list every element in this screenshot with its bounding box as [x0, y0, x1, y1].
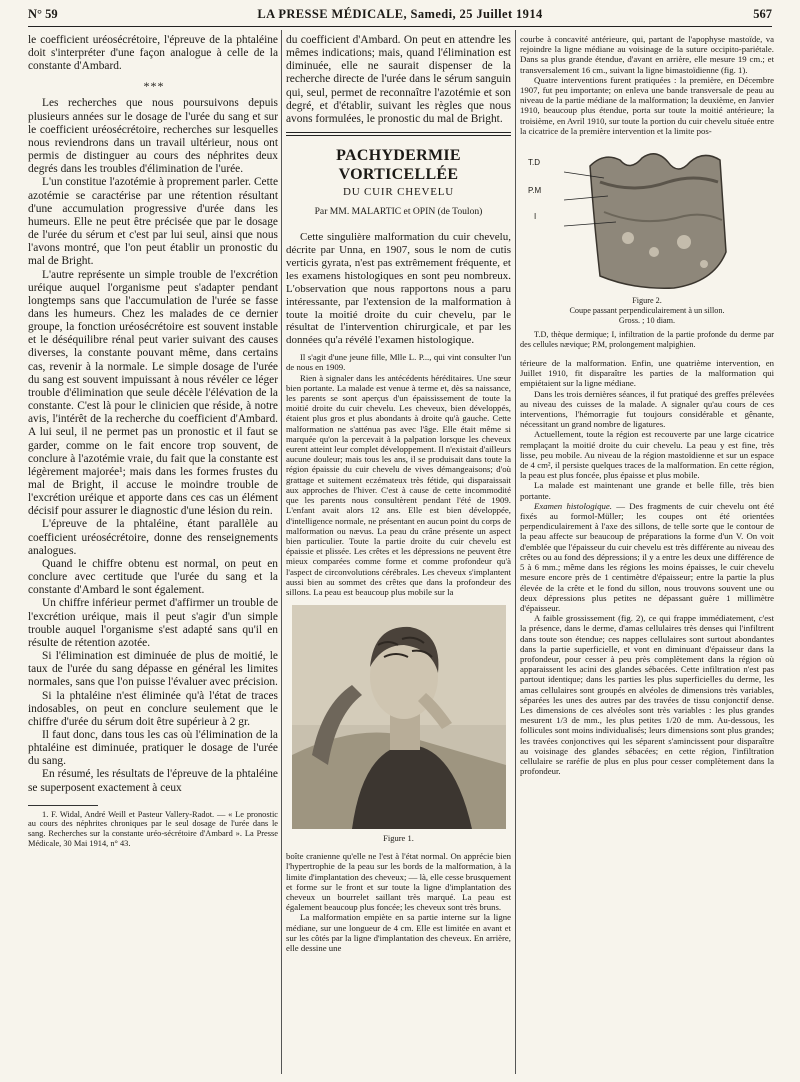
paragraph: boîte cranienne qu'elle ne l'est à l'état normal. On apprécie bien l'hypertrophie de la peau sur les bords de la malformation, à la limite d'implantation des cheveux; — là, elle cesse brusquement et forme sur le front et sur toute la ligne d'implantation des cheveux un bourrelet saillant très marqué. La peau est également beaucoup plus foncée; les cheveux sont très bruns.: [286, 851, 511, 913]
header-rule: [28, 26, 772, 27]
paragraph: Un chiffre inférieur permet d'affirmer un trouble de l'excrétion uréique, mais il peut s'agir d'un simple trouble auquel l'organisme s'est adapté sans qu'il en résulte de rétention azotée.: [28, 597, 278, 649]
column-divider-1: [281, 30, 282, 1074]
paragraph: Quatre interventions furent pratiquées : la première, en Décembre 1907, fut peu importante; on enleva une bande transversale de peau au niveau de la partie médiane de la malformation; la deuxième, en Janvier 1910, beaucoup plus étendue, porta sur toute la moitié antérieure; la troisième, en Avril 1910, sur toute la portion du cuir chevelu située entre la cicatrice de la première intervention et la limite pos-: [520, 74, 774, 136]
article-title: PACHYDERMIE VORTICELLÉE: [336, 147, 461, 184]
running-header: [28, 4, 772, 24]
column-1: [28, 34, 278, 1074]
paragraph: Si la phtaléine n'est éliminée qu'à l'état de traces indosables, on peut en conclure seulement que le chiffre d'urée du sérum doit être supérieur à 2 gr.: [28, 689, 278, 728]
paragraph-text: — Des fragments de cuir chevelu ont été fixés au formol-Müller; les coupes ont été orientées perpendiculairement à l'axe des sillons, de telle sorte que le contour de la peau affecte sur beaucoup de préparations la forme d'un V. On voit d'emblée que l'épaisseur du cuir chevelu est très différente au niveau des crêtes ou au fond des dépressions; il y a entre les deux une différence de 5 à 6 mm.; même dans les régions les moins épaisses, le cuir chevelu mesure encore près de 1 centimètre d'épaisseur; entre la partie la plus élevée de la crête et le fond du sillon, nous trouvons souvent une ou deux dépressions plus petites ne dépassant guère 1 millimètre d'épaisseur.: [520, 500, 774, 613]
article-subtitle: DU CUIR CHEVELU: [343, 186, 454, 199]
figure-label-pm: P.M: [528, 186, 542, 196]
paragraph: [520, 501, 774, 613]
column-2: [286, 34, 511, 1074]
article-rule: [286, 132, 511, 133]
paragraph: Dans les trois dernières séances, il fut pratiqué des greffes prélevées au niveau des cuisses de la malade. A signaler qu'au cours de ces interventions, l'hémorragie fut toujours considérable et gênante, nécessitant un grand nombre de ligatures.: [520, 388, 774, 430]
histology-section-image: [564, 142, 740, 292]
column-3: [520, 34, 774, 1074]
figure-2-legend: T.D, thèque dermique; I, infiltration de la partie profonde du derme par des cellules nævique; P.M, prolongement malpighien.: [520, 330, 774, 350]
paragraph: Quand le chiffre obtenu est normal, on peut en conclure avec certitude que l'urée du sang et la constante d'Ambard le sont également.: [28, 557, 278, 597]
figure-2-magnification: Gross. ; 10 diam.: [618, 316, 676, 326]
paragraph: Cette singulière malformation du cuir chevelu, décrite par Unna, en 1907, sous le nom de cutis verticis gyrata, n'est pas extrêmement fréquente, et les examens histologiques en sont peu nombreux. L'observation que nous rapportons nous a paru intéressante, par l'extension de la malformation à toute la moitié droite du cuir chevelu, par le résultat de l'intervention chirurgicale, et par les données qu'a révélé l'examen histologique.: [286, 231, 511, 347]
figure-2-histology: [528, 142, 724, 342]
section-separator: * * *: [143, 79, 163, 94]
paragraph: Les recherches que nous poursuivons depuis plusieurs années sur le dosage de l'urée du sang et sur le coefficient uréosécrétoire, recherches sur lesquelles nous reviendrons dans un travail ultérieur, nous ont permis de distinguer au cours des néphrites deux degrés dans les troubles d'élimination de l'urée.: [28, 97, 278, 176]
figure-label-td: T.D: [528, 158, 540, 168]
figure-2-subcaption: Coupe passant perpendiculairement à un sillon.: [569, 306, 725, 316]
issue-number: N° 59: [28, 7, 58, 21]
paragraph: L'autre représente un simple trouble de l'excrétion uréique auquel l'organisme peut s'adapter pendant longtemps sans que l'accumulation de l'urée se fasse dans les humeurs. Chez les malades de ce dernier groupe, la fonction uréosécrétoire est souvent instable et le déséquilibre rénal peut varier suivant des causes diverses, la constante pouvant même, dans certains cas, revenir à la normale. Le simple dosage de l'urée du sang est souvent impuissant à nous révéler ce léger trouble d'élimination que seule décèle l'élévation de la constante. C'est là pour le clinicien que réside, à notre avis, l'intérêt de la recherche du coefficient d'Ambard. A lui seul, il ne permet pas un pronostic et il faut se garder, comme on le fait encore trop souvent, de conclure à l'azotémie vraie, du fait que la constante est légèrement majorée¹; mais dans les formes frustes du mal de Bright, il accuse le moindre trouble de l'excrétion uréique et apporte dans ces cas un élément décisif pour assurer le diagnostic d'une lésion du rein.: [28, 268, 278, 518]
paragraph: Il faut donc, dans tous les cas où l'élimination de la phtaléine est diminuée, pratiquer le dosage de l'urée du sang.: [28, 728, 278, 768]
paragraph: L'épreuve de la phtaléine, étant parallèle au coefficient uréosécrétoire, donne des renseignements analogues.: [28, 518, 278, 557]
column-divider-2: [515, 30, 516, 1074]
paragraph: Rien à signaler dans les antécédents héréditaires. Une sœur bien portante. La malade est venue à terme et, dès sa naissance, les parents se sont aperçus d'un épaississement de toute la moitié droite du cuir chevelu. Les cheveux, bien développés, étaient plus gros et plus abondants à droite qu'à gauche. Cette malformation ne s'atténua pas avec l'âge. Elle était même si marquée qu'on la percevait à la palpation lorsque les cheveux eurent atteint leur complet développement. Il n'existait d'ailleurs aucune douleur; mais tous les ans, il se produisait dans toute la région épaissie du cuir chevelu de vives démangeaisons; d'où grattage et suitement eczémateux très fétide, qui disparaissait aux approches de l'hiver. C'est à cause de cette incommodité que les parents nous consultèrent pendant l'été de 1909. L'enfant avait alors 12 ans. Elle est bien développée, d'intelligence normale, ne présentant en aucun point du corps de malformation ou nævus. La peau du crâne présente un aspect bien particulier. Toute la partie droite du cuir chevelu est épaissie et plissée. Les crêtes et les dépressions ne peuvent être mieux comparées comme forme et comme profondeur qu'à l'aspect de circonvolutions cérébrales. Les cheveux s'implantent aussi bien au sommet des crêtes que dans la profondeur des sillons. La peau est beaucoup plus mobile sur la: [286, 372, 511, 597]
paragraph: Il s'agit d'une jeune fille, Mlle L. P..., qui vint consulter l'un de nous en 1909.: [286, 352, 511, 373]
paragraph: En résumé, les résultats de l'épreuve de la phtaléine se superposent exactement à ceux: [28, 768, 278, 794]
paragraph: La malade est maintenant une grande et belle fille, très bien portante.: [520, 480, 774, 501]
article-authors: Par MM. MALARTIC et OPIN (de Toulon): [314, 206, 483, 218]
paragraph: L'un constitue l'azotémie à proprement parler. Cette azotémie se caractérise par une rétention résultant d'une accumulation progressive d'urée dans les humeurs. Elle ne peut être précisée que par le dosage de l'urée du sérum et c'est par lui seul, ainsi que nous l'avons montré, que l'on peut établir un pronostic du mal de Bright.: [28, 176, 278, 268]
section-heading: Examen histologique.: [534, 500, 612, 511]
figure-1-photograph: [292, 605, 506, 829]
journal-title: LA PRESSE MÉDICALE, Samedi, 25 Juillet 1914: [257, 7, 543, 21]
paragraph: du coefficient d'Ambard. On peut en attendre les mêmes indications; mais, quand l'élimination est diminuée, elle ne saurait dispenser de la recherche directe de l'urée dans le sérum sanguin qui, seul, permet de reconnaître l'azotémie et son degré, et d'établir, suivant les règles que nous avons formulées, le pronostic du mal de Bright.: [286, 34, 511, 125]
figure-1-caption: Figure 1.: [383, 833, 414, 844]
article-rule-thin: [286, 135, 511, 136]
figure-label-i: I: [534, 212, 537, 222]
paragraph: courbe à concavité antérieure, qui, partant de l'apophyse mastoïde, va rejoindre la ligne médiane au voisinage de la suture occipito-pariétale. Dans sa plus grande étendue, d'avant en arrière, elle mesure 19 cm.; et transversalement 16 cm., suivant la ligne bimastoïdienne (fig. 1).: [520, 34, 774, 75]
paragraph: A faible grossissement (fig. 2), ce qui frappe immédiatement, c'est la présence, dans le derme, d'amas cellulaires très denses qui l'infiltrent dans toute son étendue; ces nappes cellulaires sont surtout abondantes dans la partie superficielle, et vont en diminuant d'épaisseur dans la profondeur, pour cesser à peu près complètement dans la région où apparaissent les acini des glandes sébacées. Cette infiltration n'est pas partout identique; dans les parties les plus superficielles du derme, les amas cellulaires sont groupés en alvéoles de dimensions très variables, séparées les unes des autres par des travées de tissu conjonctif dense. Les dimensions de ces alvéoles sont très variables : les plus grandes mesurent 1/3 de mm., les plus petites 1/20 de mm. Au-dessous, les follicules sont moins individualisés; leurs dimensions sont plus grandes; les travées conjonctives qui les séparent s'amincissent pour disparaître au voisinage des glandes sébacées; en cette région, l'infiltration cellulaire se raréfie de plus en plus pour cesser complètement dans la profondeur.: [520, 613, 774, 777]
paragraph: La malformation empiète en sa partie interne sur la ligne médiane, sur une longueur de 4 cm. Elle est limitée en avant et sur les côtés par la ligne d'implantation des cheveux. En arrière, elle dessine une: [286, 912, 511, 953]
page-number: 567: [753, 7, 772, 21]
paragraph: Si l'élimination est diminuée de plus de moitié, le taux de l'urée du sang dépasse en général les limites normales, sans que l'on puisse l'évaluer avec précision.: [28, 650, 278, 689]
child-portrait-image: [292, 605, 506, 829]
figure-2-caption: Figure 2.: [632, 296, 662, 306]
paragraph: térieure de la malformation. Enfin, une quatrième intervention, en Juillet 1910, fit disparaître les parties de la malformation qui empiétaient sur la ligne médiane.: [520, 358, 774, 389]
paragraph: le coefficient uréosécrétoire, l'épreuve de la phtaléine doit s'interpréter d'une façon analogue à celle de la constante d'Ambard.: [28, 34, 278, 73]
footnote-rule: [28, 805, 98, 806]
footnote: 1. F. Widal, André Weill et Pasteur Vallery-Radot. — « Le pronostic au cours des néphrites chroniques par le seul dosage de l'urée dans le sang. Recherches sur la constante uréo-sécrétoire d'Ambard ». La Presse Médicale, 30 Mai 1914, n° 43.: [28, 809, 278, 848]
paragraph: Actuellement, toute la région est recouverte par une large cicatrice remplaçant la moitié droite du cuir chevelu. La peau y est fine, très lisse, peu mobile. Au niveau de la région mastoïdienne et sur un espace de 4 cm², il persiste quelques traces de la malformation. En cette région, la peau est plus foncée, plus épaisse et plus mobile.: [520, 429, 774, 481]
